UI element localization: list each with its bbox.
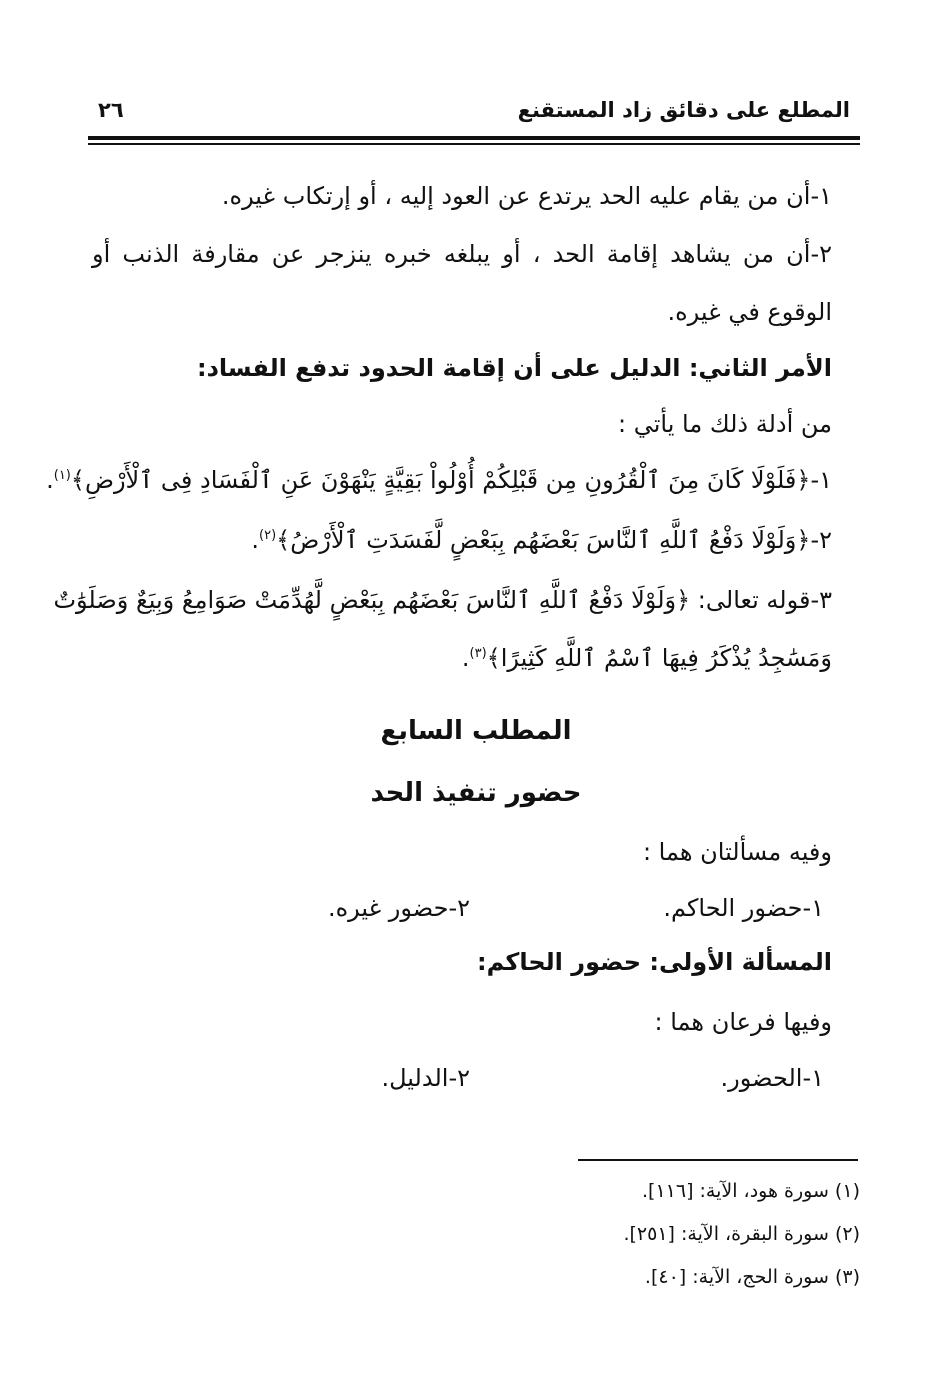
- footnote-2: (٢) سورة البقرة، الآية: [٢٥١].: [623, 1223, 860, 1245]
- evidence-verse-3-line-1: ٣-قوله تعالى: ﴿وَلَوْلَا دَفْعُ ٱللَّهِ ٱلنَّاسَ بَعْضَهُم بِبَعْضٍ لَّهُدِّمَتْ صَوَامِعُ وَبِيَعٌ وَصَلَوَٰتٌ: [53, 586, 832, 614]
- paragraph-point-2-line-2: الوقوع في غيره.: [667, 298, 832, 326]
- evidence-verse-2: ٢-﴿وَلَوْلَا دَفْعُ ٱللَّهِ ٱلنَّاسَ بَعْضَهُم بِبَعْضٍ لَّفَسَدَتِ ٱلْأَرْضُ﴾$^{(٢)}$.: [251, 526, 832, 554]
- evidence-verse-1: ١-﴿فَلَوْلَا كَانَ مِنَ ٱلْقُرُونِ مِن قَبْلِكُمْ أُوْلُواْ بَقِيَّةٍ يَنْهَوْنَ عَنِ ٱلْفَسَادِ فِى ٱلْأَرْضِ﴾$^{(١)}$.: [46, 466, 832, 494]
- section-title: المطلب السابع: [380, 716, 572, 746]
- footnote-ref-3: (٣): [469, 646, 487, 661]
- footnote-separator: [578, 1159, 858, 1161]
- verse-3-text: وَمَسَٰجِدُ يُذْكَرُ فِيهَا ٱسْمُ ٱللَّهِ كَثِيرًا﴾: [486, 644, 832, 672]
- branches-intro: وفيها فرعان هما :: [654, 1008, 832, 1036]
- header-rule-thick: [88, 136, 860, 140]
- section-subtitle: حضور تنفيذ الحد: [370, 778, 582, 808]
- paragraph-point-2-line-1: ٢-أن من يشاهد إقامة الحد ، أو يبلغه خبره ينزجر عن مقارفة الذنب أو: [92, 240, 832, 268]
- branch-2: ٢-الدليل.: [381, 1064, 470, 1092]
- footnote-ref-1: (١): [53, 468, 71, 483]
- book-title: المطلع على دقائق زاد المستقنع: [517, 98, 850, 122]
- branch-1: ١-الحضور.: [720, 1064, 824, 1092]
- footnote-ref-2: (٢): [259, 528, 277, 543]
- footnote-3: (٣) سورة الحج، الآية: [٤٠].: [644, 1266, 860, 1288]
- evidence-verse-3-line-2: وَمَسَٰجِدُ يُذْكَرُ فِيهَا ٱسْمُ ٱللَّهِ كَثِيرًا﴾$^{(٣)}$.: [461, 644, 832, 672]
- issues-intro: وفيه مسألتان هما :: [642, 838, 832, 866]
- evidence-intro: من أدلة ذلك ما يأتي :: [618, 410, 832, 438]
- verse-2-text: ٢-﴿وَلَوْلَا دَفْعُ ٱللَّهِ ٱلنَّاسَ بَعْضَهُم بِبَعْضٍ لَّفَسَدَتِ ٱلْأَرْضُ﴾: [276, 526, 832, 554]
- page-number: ٢٦: [98, 98, 124, 122]
- issue-1: ١-حضور الحاكم.: [663, 894, 824, 922]
- verse-1-text: ١-﴿فَلَوْلَا كَانَ مِنَ ٱلْقُرُونِ مِن قَبْلِكُمْ أُوْلُواْ بَقِيَّةٍ يَنْهَوْنَ عَنِ ٱلْفَسَادِ فِى ٱلْأَرْضِ﴾: [70, 466, 832, 494]
- paragraph-point-1: ١-أن من يقام عليه الحد يرتدع عن العود إليه ، أو إرتكاب غيره.: [221, 182, 832, 210]
- second-matter-heading: الأمر الثاني: الدليل على أن إقامة الحدود تدفع الفساد:: [196, 354, 832, 382]
- issue-2: ٢-حضور غيره.: [327, 894, 470, 922]
- first-issue-heading: المسألة الأولى: حضور الحاكم:: [476, 948, 832, 976]
- running-header: [88, 98, 860, 136]
- header-rule-thin: [88, 143, 860, 145]
- footnote-1: (١) سورة هود، الآية: [١١٦].: [642, 1180, 860, 1202]
